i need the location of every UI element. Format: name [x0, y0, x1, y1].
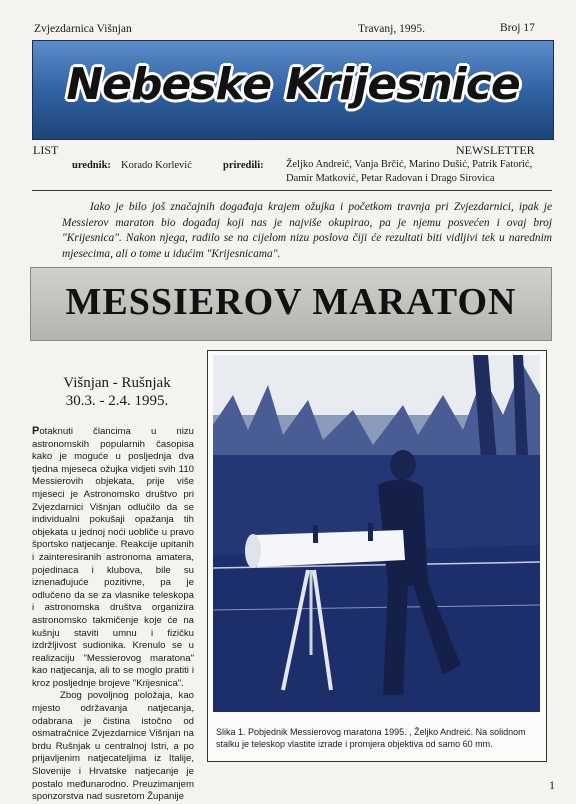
newsletter-title: Nebeske Krijesnice [66, 59, 520, 110]
newsletter-label: NEWSLETTER [456, 143, 535, 157]
telescope-photo [213, 355, 540, 712]
paragraph-1-text: otaknuti člancima u nizu astronomskih popularnih časopisa kako je moguće u posljednja dva tjedna mjeseca ožujka vidjeti svih 110 Messierovih objekata, prije više mjeseci je Astronomsko društvo pri Zvjezdarnici Višnjan odlučilo da se individualni pokušaji opažanja tih objekata u jednoj noći uobliče u pravo športsko natjecanje. Reakcije upitanih i zainteresiranih astronoma amatera, pojedinaca i klubova, bile su iznenađujuće pozitivne, pa je odlučeno da se za vlasnike teleskopa i astronomska društva organizira astronomsko takmičenje koje će na kušnju staviti umnu i fizičku izdržljivost sudionika. Krenulo se u realizaciju "Messierovog maratona" kao natjecanja, ali to se moglo pratiti i kroz posljednje brojeve "Krijesnica". [32, 426, 194, 689]
masthead-banner [32, 40, 554, 140]
drop-cap: P [32, 425, 40, 437]
header-divider [32, 190, 552, 191]
prepared-names-line2: Damir Matković, Petar Radovan i Drago Sirovica [286, 173, 495, 184]
prepared-label: priredili: [223, 160, 264, 171]
editor-name: Korado Korlević [121, 160, 192, 171]
issue-date: Travanj, 1995. [358, 23, 425, 35]
prepared-names-line1: Željko Andreić, Vanja Brčić, Marino Dušić, Patrik Fatorić, [286, 159, 533, 170]
publisher-name: Zvjezdarnica Višnjan [34, 23, 132, 35]
article-dates: 30.3. - 2.4. 1995. [65, 393, 169, 409]
photo-caption: Slika 1. Pobjednik Messierovog maratona 1995. , Željko Andreić. Na solidnom stalku je teleskop vlastite izrade i promjera objektiva od samo 60 mm. [216, 727, 526, 749]
article-body [32, 425, 194, 804]
headline-box [30, 267, 552, 341]
intro-paragraph: Iako je bilo još značajnih događaja krajem ožujka i početkom travnja pri Zvjezdarnici, ipak je Messierov maraton bio događaj koji nas je najviše okupirao, pa je njemu posvećen i ovaj broj "Krijesnica". Nakon njega, radilo se na cijelom nizu poslova čiji će rezultati biti vidljivi tek u narednim mjesecima, ali o tome u idućim "Krijesnicama". [62, 201, 552, 260]
editor-label: urednik: [72, 160, 111, 171]
article-place: Višnjan - Rušnjak [63, 375, 171, 391]
article-paragraph-1 [32, 425, 194, 690]
article-headline: MESSIEROV MARATON [65, 281, 517, 323]
page-number: 1 [549, 778, 555, 792]
list-label: LIST [33, 143, 59, 157]
photo-figure [207, 350, 547, 762]
article-paragraph-2: Zbog povoljnog položaja, kao mjesto održavanja natjecanja, odabrana je čistina istočno od osmatračnice Zvjezdarnice Višnjan na brdu Rušnjak u centralnoj Istri, a po prijavljenim natjecateljima iz Italije, Slovenije i Hrvatske natjecanje je postalo međunarodno. Preuzimanjem sponzorstva nad susretom Županije [32, 690, 194, 803]
issue-number: Broj 17 [500, 22, 535, 34]
